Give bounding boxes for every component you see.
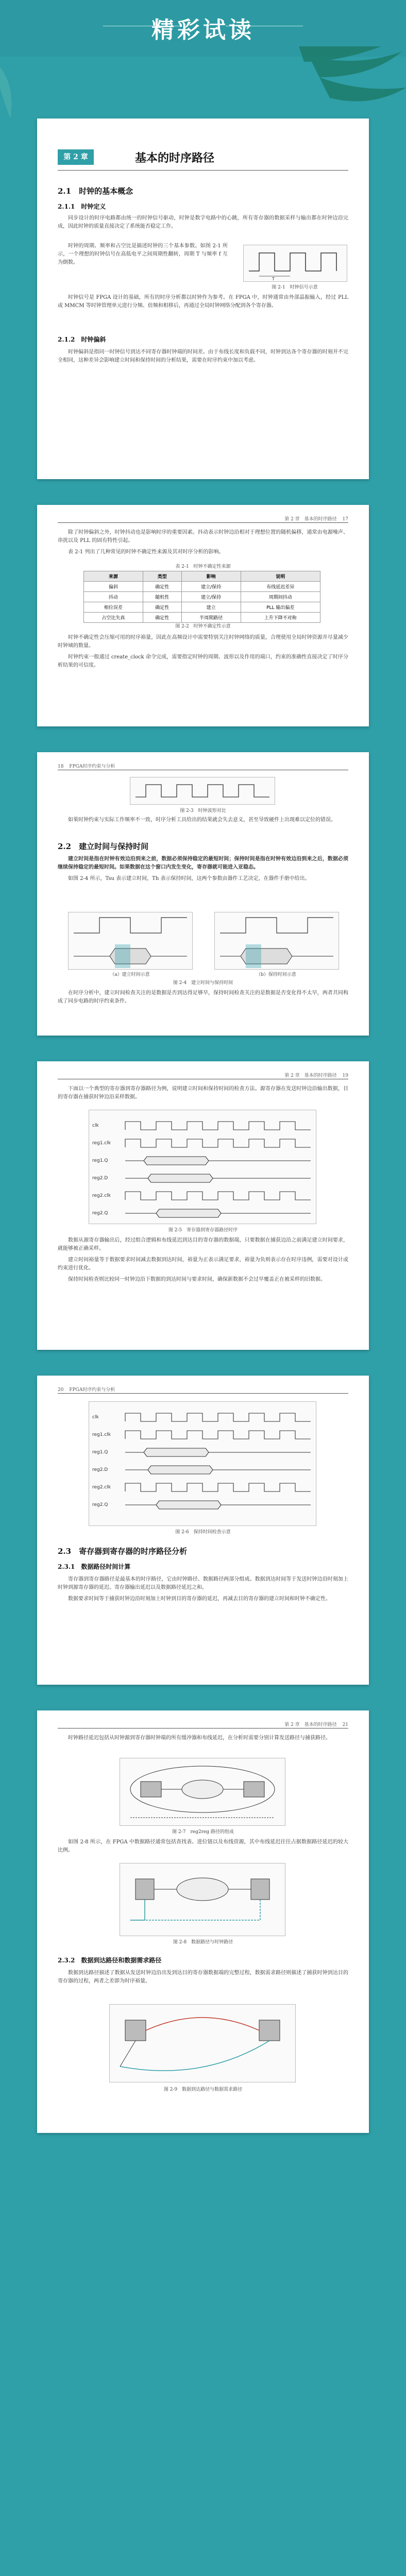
signal-label: clk — [92, 1415, 99, 1420]
running-header: FPGA时序约束与分析 — [69, 1387, 115, 1393]
table-cell: 上升下降不对称 — [241, 613, 320, 623]
figure-caption: 图 2-1 时钟信号示意 — [272, 285, 318, 290]
paragraph: 时钟约束一般通过 create_clock 命令完成，需要指定时钟的周期、波形以及作用的端口，约束的准确性直接决定了时序分析结果的可信度。 — [58, 654, 348, 668]
book-page-1 — [37, 118, 369, 479]
section-2-1-1-heading: 2.1.1 时钟定义 — [58, 203, 106, 210]
source-register — [136, 1879, 154, 1900]
figure-caption: 图 2-6 保持时间检查示意 — [175, 1530, 231, 1535]
chapter-title: 基本的时序路径 — [135, 151, 215, 165]
section-2-3-1-heading: 2.3.1 数据路径时间计算 — [58, 1563, 131, 1570]
paragraph: 时钟的周期、频率和占空比是描述时钟的三个基本参数。如图 2-1 所示，一个理想的时钟信号在高低电平之间周期性翻转，周期 T 与频率 f 互为倒数。 — [58, 243, 228, 265]
signal-label: clk — [92, 1123, 99, 1128]
section-2-3-2-heading: 2.3.2 数据到达路径和数据需求路径 — [58, 1957, 162, 1964]
table-header: 说明 — [241, 571, 320, 582]
signal-label: reg2.D — [92, 1467, 108, 1472]
paragraph: 在时序分析中，建立时间检查关注的是数据是否到达得足够早，保持时间检查关注的是数据是否变化得不太早，两者共同构成了同步电路的时序约束条件。 — [58, 990, 348, 1004]
running-header: 第 2 章 基本的时序路径 — [284, 1722, 337, 1727]
clock-waveform — [220, 918, 333, 933]
signal-waveform — [125, 1192, 311, 1200]
paragraph: 保持时间检查则比较同一时钟边沿下数据的到达时间与要求时间，确保新数据不会过早覆盖正在被采样的旧数据。 — [68, 1277, 326, 1282]
clock-wire — [120, 2041, 136, 2066]
signal-waveform — [125, 1448, 311, 1456]
chapter-rule — [58, 170, 348, 171]
data-waveform — [220, 948, 333, 964]
figure-caption: 图 2-4 建立时间与保持时间 — [173, 980, 233, 986]
data-table — [83, 571, 320, 623]
chapter-label: 第 2 章 — [58, 149, 94, 165]
signal-label: reg2.Q — [92, 1211, 108, 1216]
paragraph: 数据从源寄存器输出后，经过组合逻辑和布线延迟到达目的寄存器的数据端，只要数据在捕获边沿之前满足建立时间要求，就能够被正确采样。 — [58, 1238, 348, 1251]
table-cell: PLL 输出偏差 — [241, 602, 320, 613]
running-header: FPGA时序约束与分析 — [69, 764, 115, 769]
waveform-figure — [130, 777, 275, 805]
dest-register — [251, 1879, 269, 1900]
paragraph: 时钟偏斜是指同一时钟信号到达不同寄存器时钟端的时间差。由于布线长度和负载不同，时钟到达各个寄存器的时刻并不完全相同，这种差异会影响建立时间和保持时间的分析结果，需要在时序约束中加以考虑。 — [58, 349, 348, 363]
combinational-logic — [182, 1780, 223, 1799]
figure-caption: 图 2-7 reg2reg 路径的组成 — [172, 1829, 234, 1835]
dest-register — [244, 1782, 264, 1797]
table-cell: 周期间抖动 — [241, 592, 320, 602]
signal-waveform — [125, 1157, 311, 1165]
paragraph: 同步设计的时序电路都由统一的时钟信号驱动，时钟是数字电路中的心跳，所有寄存器的数据采样与输出都在时钟边沿完成，因此时钟的质量直接决定了系统能否稳定工作。 — [58, 215, 348, 229]
table-cell: 相位误差 — [84, 602, 143, 613]
timing-diagram — [89, 1401, 316, 1526]
banner-title: 精彩试读 — [151, 17, 255, 43]
table-caption: 表 2-1 时钟不确定性来源 — [175, 564, 231, 569]
signal-waveform — [125, 1139, 311, 1147]
source-register — [141, 1782, 161, 1797]
hold-window — [246, 944, 261, 968]
paragraph: 表 2-1 列出了几种常见的时钟不确定性来源及其对时序分析的影响。 — [68, 549, 224, 555]
section-2-3-heading: 2.3 寄存器到寄存器的时序路径分析 — [58, 1547, 188, 1556]
combinational-logic — [177, 1878, 228, 1901]
table-cell: 占空比失真 — [84, 613, 143, 623]
header-rule — [58, 522, 348, 523]
header-rule — [58, 1393, 348, 1394]
table-row — [84, 602, 320, 613]
subfigure-caption: （a）建立时间示意 — [110, 972, 150, 977]
signal-waveform — [125, 1122, 311, 1130]
subfigure-caption: （b）保持时间示意 — [256, 972, 296, 977]
signal-label: reg2.D — [92, 1176, 108, 1181]
clock-waveform — [74, 918, 187, 933]
book-page-5 — [37, 1376, 369, 1685]
timing-diagram — [89, 1110, 316, 1224]
paragraph: 时钟路径延迟包括从时钟源到寄存器时钟端的所有缓冲器和布线延迟，在分析时需要分别计算发送路径与捕获路径。 — [68, 1735, 331, 1741]
signal-waveform — [125, 1483, 311, 1492]
arrival-path — [146, 2018, 259, 2030]
signal-waveform — [125, 1501, 311, 1509]
setup-figure — [68, 912, 193, 970]
paragraph: 建立时间裕量等于数据要求时间减去数据到达时间，裕量为正表示满足要求，裕量为负则表示存在时序违例，需要对设计或约束进行优化。 — [58, 1257, 348, 1271]
table-row — [84, 613, 320, 623]
signal-label: reg1.Q — [92, 1450, 108, 1455]
page-number: 19 — [342, 1073, 348, 1078]
table-cell: 随机性 — [143, 592, 181, 602]
signal-label: reg2.clk — [92, 1193, 111, 1198]
table-row — [84, 582, 320, 592]
figure-caption: 图 2-5 寄存器到寄存器路径时序 — [168, 1228, 238, 1233]
book-page-3 — [37, 752, 369, 1036]
paragraph: 如图 2-8 所示，在 FPGA 中数据路径通常包括查找表、进位链以及布线资源，其中布线延迟往往占据数据路径延迟的较大比例。 — [58, 1839, 348, 1853]
paragraph: 寄存器到寄存器路径是最基本的时序路径，它由时钟路径、数据路径两部分组成。数据到达时间等于发送时钟边沿时刻加上时钟到源寄存器的延迟、寄存器输出延迟以及数据路径延迟之和。 — [58, 1577, 348, 1590]
launch-clock-path — [130, 1900, 145, 1920]
source-register — [125, 2020, 146, 2041]
capture-clock-path — [130, 1900, 260, 1920]
table-header: 类型 — [143, 571, 181, 582]
datapath-figure — [120, 1863, 285, 1936]
running-header: 第 2 章 基本的时序路径 — [284, 517, 337, 522]
paragraph: 数据到达路径描述了数据从发送时钟边沿出发到达目的寄存器数据端的完整过程，数据需求路径则描述了捕获时钟到达目的寄存器的过程，两者之差即为时序裕量。 — [58, 1970, 348, 1984]
paragraph: 建立时间是指在时钟有效边沿到来之前，数据必须保持稳定的最短时间；保持时间是指在时钟有效边沿到来之后，数据必须继续保持稳定的最短时间。如果数据在这个窗口内发生变化，寄存器就可能进入亚稳态。 — [58, 856, 348, 870]
table-cell: 布线延迟差异 — [241, 582, 320, 592]
table-cell: 偏斜 — [84, 582, 143, 592]
dest-register — [259, 2020, 280, 2041]
page-number: 18 — [58, 764, 64, 769]
signal-label: reg1.clk — [92, 1141, 111, 1146]
reg2reg-figure — [120, 1758, 285, 1826]
page-number: 20 — [58, 1387, 64, 1393]
table-cell: 确定性 — [143, 602, 181, 613]
signal-label: reg2.Q — [92, 1502, 108, 1507]
book-page-2 — [37, 505, 369, 726]
setup-window — [115, 944, 130, 968]
running-header: 第 2 章 基本的时序路径 — [284, 1073, 337, 1078]
signal-waveform — [125, 1431, 311, 1439]
signal-label: reg1.Q — [92, 1158, 108, 1163]
clock-figure — [243, 245, 347, 282]
page-number: 17 — [342, 517, 348, 522]
table-row — [84, 592, 320, 602]
signal-label: reg1.clk — [92, 1432, 111, 1437]
paragraph: 除了时钟偏斜之外，时钟抖动也是影响时序的重要因素。抖动表示时钟边沿相对于理想位置的随机偏移，通常由电源噪声、串扰以及 PLL 的固有特性引起。 — [58, 530, 348, 544]
signal-waveform — [125, 1174, 311, 1182]
table-cell: 确定性 — [143, 582, 181, 592]
table-cell: 建立/保持 — [181, 582, 241, 592]
signal-waveform — [125, 1209, 311, 1217]
paragraph: 如果时钟约束与实际工作频率不一致，时序分析工具给出的结果就会失去意义，甚至导致硬件上出现难以定位的错误。 — [68, 817, 336, 823]
clock-waveform — [249, 253, 336, 271]
figure-caption: 图 2-2 时钟不确定性示意 — [175, 624, 231, 629]
section-2-1-2-heading: 2.1.2 时钟偏斜 — [58, 336, 106, 343]
table-cell: 半周期路径 — [181, 613, 241, 623]
table-cell: 建立/保持 — [181, 592, 241, 602]
paragraph: 时钟不确定性会压缩可用的时序裕量，因此在高频设计中需要特别关注时钟网络的质量，合理使用全局时钟资源并尽量减少时钟域的数量。 — [58, 635, 348, 649]
table-cell: 抖动 — [84, 592, 143, 602]
signal-waveform — [125, 1466, 311, 1474]
table-header: 影响 — [181, 571, 241, 582]
book-page-6 — [37, 1710, 369, 2133]
required-path — [120, 2041, 269, 2071]
section-2-2-heading: 2.2 建立时间与保持时间 — [58, 842, 149, 851]
signal-label: reg2.clk — [92, 1485, 111, 1490]
section-2-1-heading: 2.1 时钟的基本概念 — [58, 187, 133, 196]
table-header: 来源 — [84, 571, 143, 582]
arrival-required-figure — [109, 2004, 296, 2082]
paragraph: 如图 2-4 所示，Tsu 表示建立时间，Th 表示保持时间，这两个参数由器件工艺决定，在器件手册中给出。 — [68, 876, 310, 882]
table-cell: 建立 — [181, 602, 241, 613]
period-label: T — [272, 277, 275, 281]
hold-figure — [214, 912, 339, 970]
figure-caption: 图 2-9 数据到达路径与数据需求路径 — [163, 2087, 243, 2092]
figure-caption: 图 2-3 时钟波形对比 — [180, 808, 226, 814]
table-cell: 确定性 — [143, 613, 181, 623]
figure-caption: 图 2-8 数据路径与时钟路径 — [173, 1940, 233, 1945]
signal-waveform — [125, 1413, 311, 1421]
paragraph: 数据要求时间等于捕获时钟边沿时刻加上时钟到目的寄存器的延迟，再减去目的寄存器的建立时间和时钟不确定性。 — [68, 1596, 331, 1602]
book-page-4 — [37, 1061, 369, 1350]
page-number: 21 — [342, 1722, 348, 1727]
paragraph: 下面以一个典型的寄存器到寄存器路径为例，说明建立时间和保持时间的检查方法。源寄存器在发送时钟边沿输出数据，目的寄存器在捕获时钟边沿采样数据。 — [58, 1086, 348, 1100]
clock-waveform — [136, 785, 269, 797]
paragraph: 时钟信号是 FPGA 设计的基础，所有的时序分析都以时钟作为参考。在 FPGA 中，时钟通常由外部晶振输入，经过 PLL 或 MMCM 等时钟管理单元进行分频、倍频和相移后，再通过全局时钟网络分配到各个寄存器。 — [58, 295, 348, 309]
